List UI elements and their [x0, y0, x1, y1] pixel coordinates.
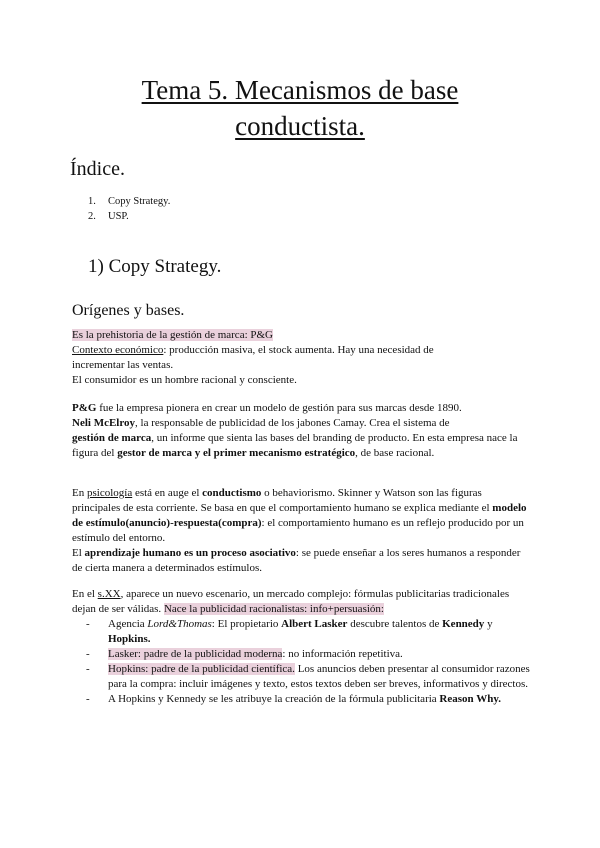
toc-item[interactable]: 1. Copy Strategy. — [88, 196, 171, 207]
page-title — [60, 72, 540, 144]
toc-item[interactable]: 2. USP. — [88, 211, 129, 222]
index-heading: Índice. — [70, 158, 125, 180]
title-line-2: conductista. — [235, 111, 365, 141]
table-of-contents — [88, 194, 170, 224]
list-item: - A Hopkins y Kennedy se les atribuye la creación de la fórmula publicitaria Reason Why. — [86, 693, 501, 705]
paragraph-psychology: En psicología está en auge el conductismo o behaviorismo. Skinner y Watson son las figuras principales de esta corriente. Se basa en que el comportamiento humano se explica mediante el modelo de estímulo(anuncio)-respuesta(compra): el comportamiento humano es un reflejo producido por un estímulo del entorno. El aprendizaje humano es un proceso asociativo: se puede enseñar a los seres humanos a responder de cierta manera a determinados estímulos. — [72, 487, 527, 574]
list-item: - Lasker: padre de la publicidad moderna: no información repetitiva. — [86, 648, 403, 660]
paragraph-pg: P&G fue la empresa pionera en crear un modelo de gestión para sus marcas desde 1890. Neli McElroy, la responsable de publicidad de los jabones Camay. Crea el sistema de gestión de marca, un informe que sienta las bases del branding de producto. En esta empresa nace la figura del gestor de marca y el primer mecanismo estratégico, de base racional. — [72, 402, 518, 459]
paragraph-sxx: En el s.XX, aparece un nuevo escenario, un mercado complejo: fórmulas publicitarias tradicionales dejan de ser válidas. Nace la publicidad racionalistas: info+persuasión: — [72, 588, 510, 615]
paragraph-context: Es la prehistoria de la gestión de marca: P&G Contexto económico: producción masiva, el stock aumenta. Hay una necesidad de incrementar las ventas. El consumidor es un hombre racional y consciente. — [72, 329, 434, 386]
bullet-list — [86, 617, 536, 707]
title-line-1: Tema 5. Mecanismos de base — [141, 75, 459, 105]
subsection-heading: Orígenes y bases. — [72, 302, 185, 319]
list-item: - Agencia Lord&Thomas: El propietario Albert Lasker descubre talentos de Kennedy y Hopkins. — [86, 618, 493, 645]
list-item: - Hopkins: padre de la publicidad científica. Los anuncios deben presentar al consumidor razones para la compra: incluir imágenes y texto, estos textos deben ser breves, informativos y directos. — [86, 663, 530, 690]
section-heading: 1) Copy Strategy. — [88, 256, 222, 277]
